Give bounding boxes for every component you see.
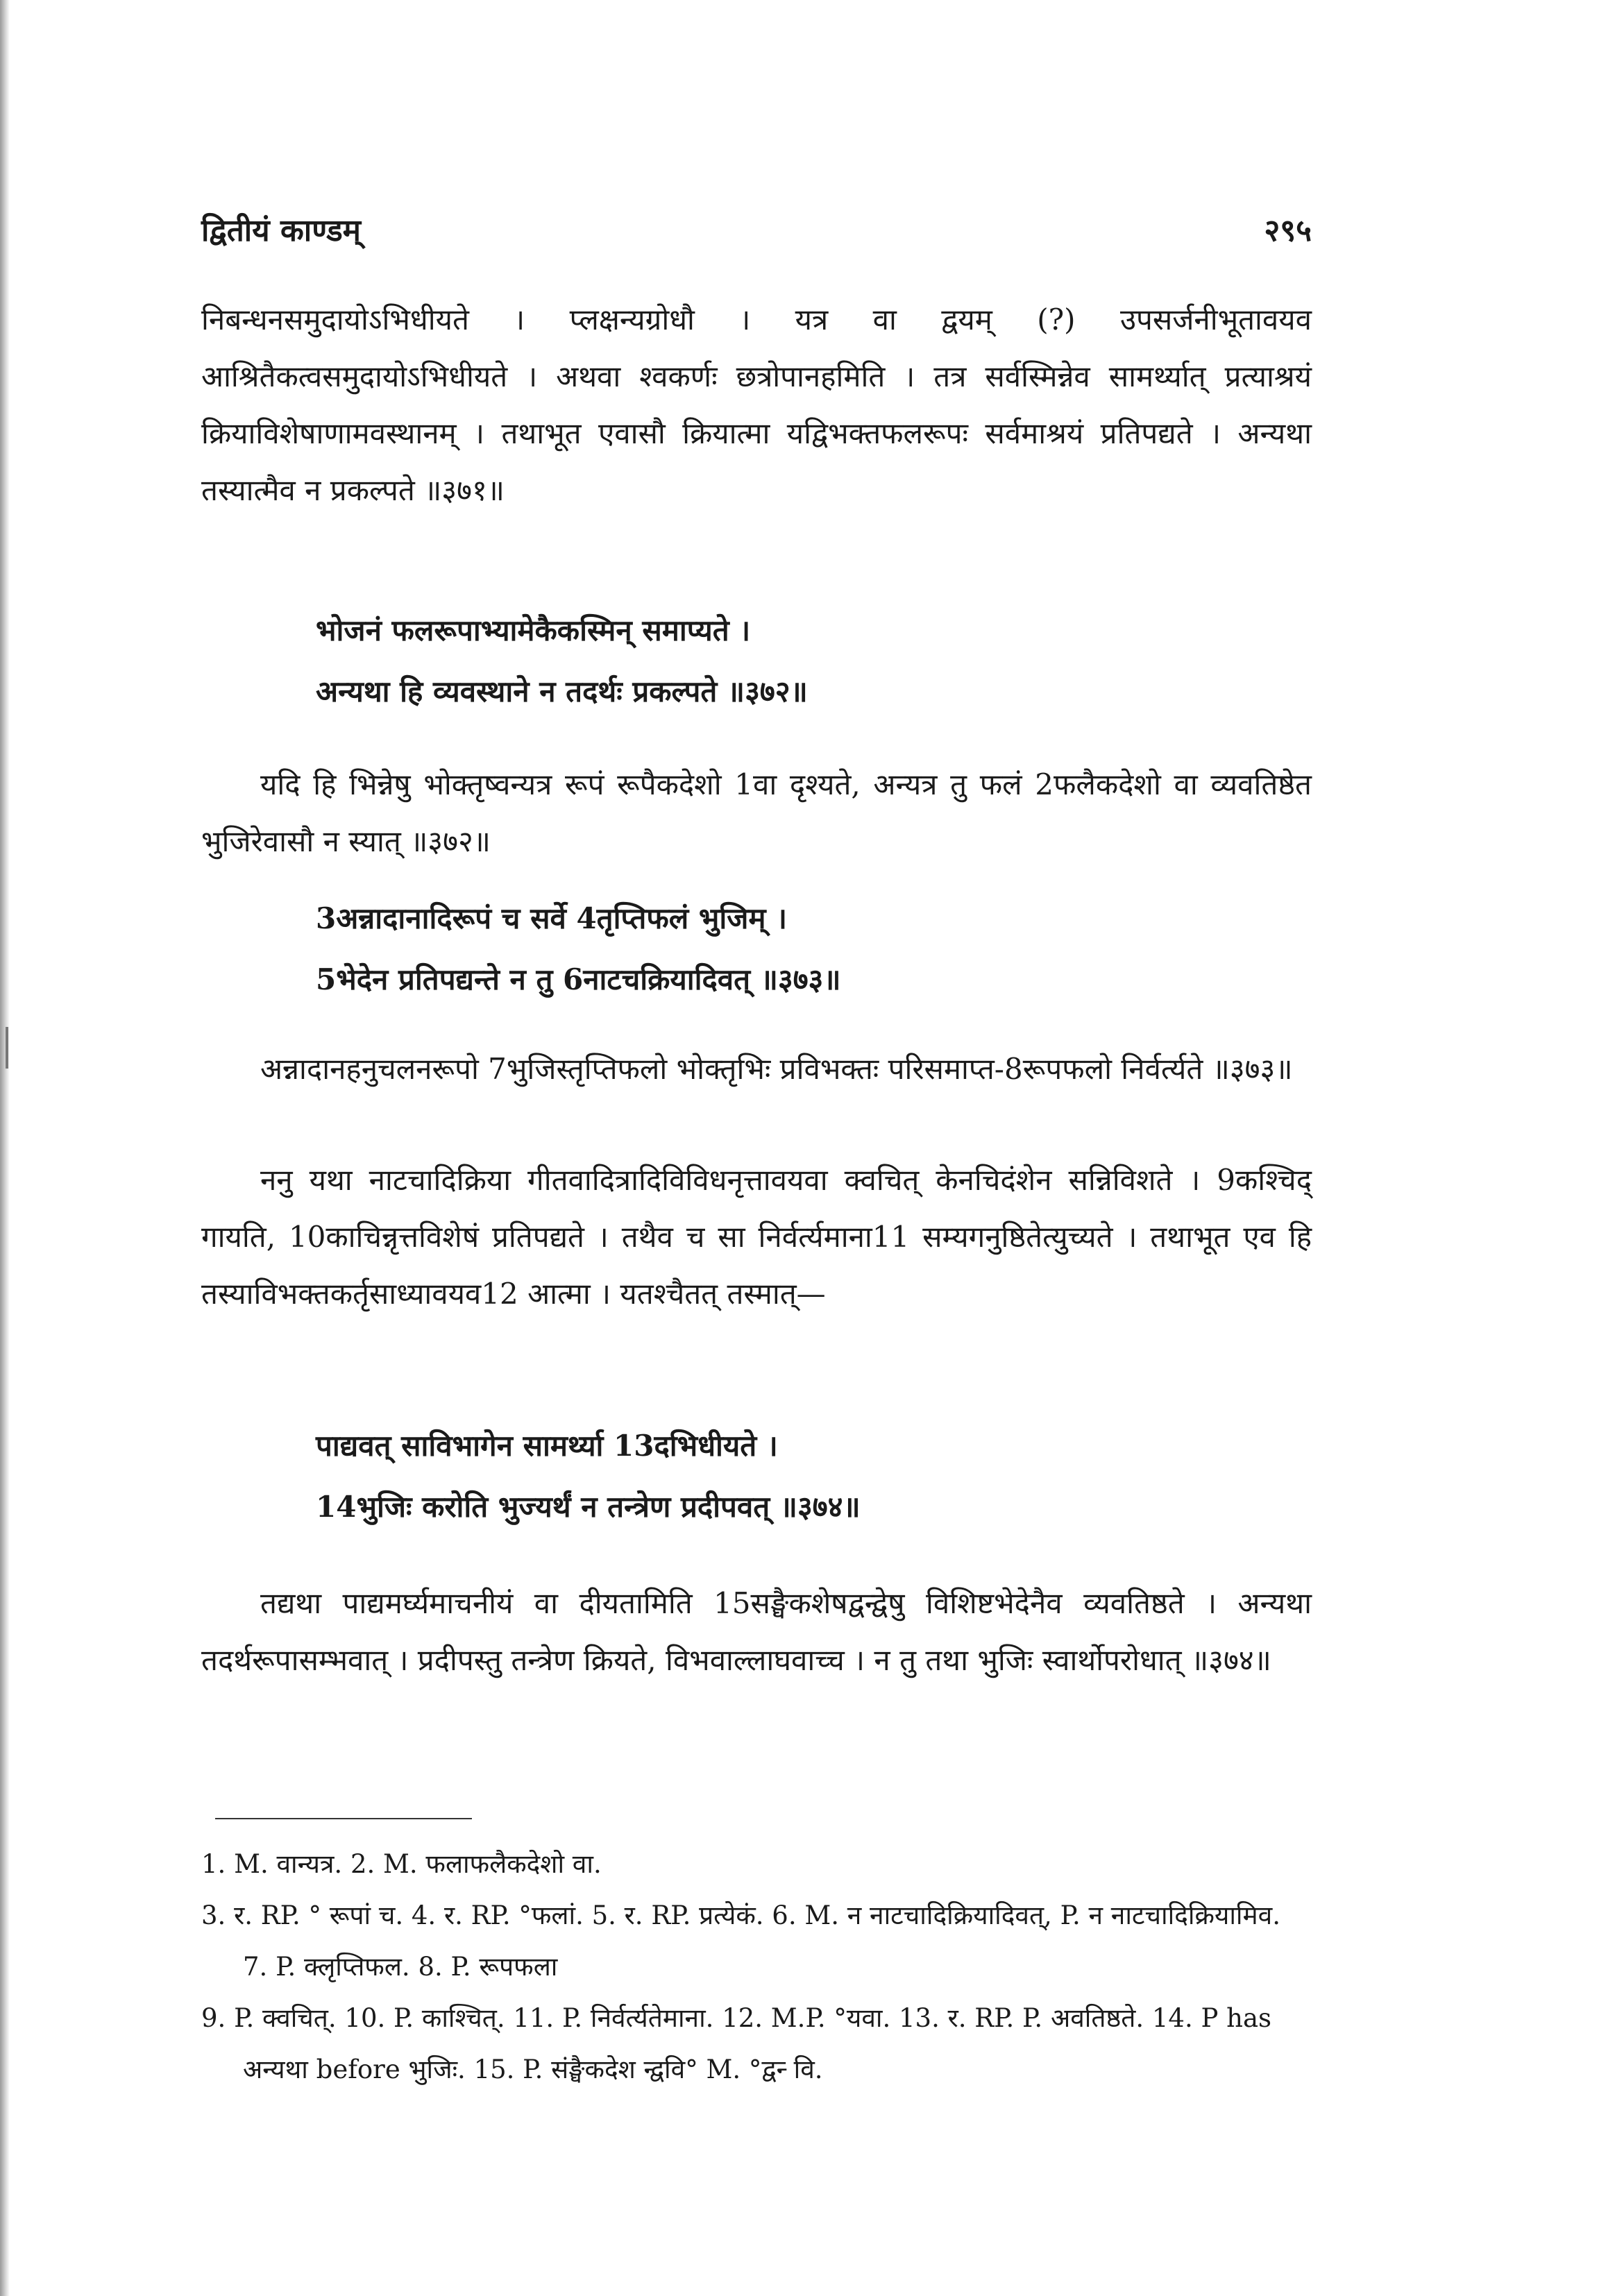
scan-edge — [0, 0, 10, 2296]
footnote: 1. M. वान्यत्र. 2. M. फलाफलैकदेशो वा. — [201, 1849, 602, 1879]
running-header — [201, 208, 1312, 257]
page-number: २९५ — [1264, 213, 1312, 248]
paragraph-374: तद्यथा पाद्यमर्घ्यमाचनीयं वा दीयतामिति 15सङ्घैकशेषद्वन्द्वेषु विशिष्टभेदेनैव व्यवतिष्ठते । अन्यथा तदर्थरूपासम्भवात् । प्रदीपस्तु तन्त्रेण क्रियते, विभवाल्लाघवाच्च । न तु तथा भुजिः स्वार्थोपरोधात् ॥३७४॥ — [201, 1586, 1312, 1677]
verse-line: अन्यथा हि व्यवस्थाने न तदर्थः प्रकल्पते ॥३७२॥ — [316, 674, 808, 708]
verse-line: 5भेदेन प्रतिपद्यन्ते न तु 6नाटचक्रियादिवत् ॥३७३॥ — [316, 962, 841, 996]
verse-line: भोजनं फलरूपाभ्यामेकैकस्मिन् समाप्यते । — [316, 613, 751, 647]
verse-374 — [316, 1415, 1239, 1538]
scan-mark — [6, 1027, 8, 1069]
verse-372 — [316, 600, 1239, 722]
paragraph-373: अन्नादानहनुचलनरूपो 7भुजिस्तृप्तिफलो भोक्तृभिः प्रविभक्तः परिसमाप्त-8रूपफलो निर्वर्त्यते ॥३७३॥ — [260, 1052, 1293, 1086]
verse-373 — [316, 888, 1239, 1010]
footnote: 3. र. RP. ° रूपां च. 4. र. RP. °फलां. 5. र. RP. प्रत्येकं. 6. M. न नाटचादिक्रियादिवत्, P. न नाटचादिक्रियामिव. 7. P. क्लृप्तिफल. 8. P. रूपफला — [201, 1900, 1280, 1982]
verse-line: 3अन्नादानादिरूपं च सर्वे 4तृप्तिफलं भुजिम् । — [316, 901, 788, 935]
footnote: 9. P. क्वचित्. 10. P. काश्चित्. 11. P. निर्वर्त्यतेमाना. 12. M.P. °यवा. 13. र. RP. P. अवतिष्ठते. 14. P has अन्यथा before भुजिः. 15. P. संङ्घैकदेश न्द्ववि° M. °द्वन्‍ वि. — [201, 2003, 1272, 2084]
paragraph-372: यदि हि भिन्नेषु भोक्तृष्वन्यत्र रूपं रूपैकदेशो 1वा दृश्यते, अन्यत्र तु फलं 2फलैकदेशो वा व्यवतिष्ठेत भुजिरेवासौ न स्यात् ॥३७२॥ — [201, 767, 1312, 858]
paragraph-371: निबन्धनसमुदायोऽभिधीयते । प्लक्षन्यग्रोधौ । यत्र वा द्वयम् (?) उपसर्जनीभूतावयव आश्रितैकत्वसमुदायोऽभिधीयते । अथवा श्वकर्णः छत्रोपानहमिति । तत्र सर्वस्मिन्नेव सामर्थ्यात् प्रत्याश्रयं क्रियाविशेषाणामवस्थानम् । तथाभूत एवासौ क्रियात्मा यद्विभक्तफलरूपः सर्वमाश्रयं प्रतिपद्यते । अन्यथा तस्यात्मैव न प्रकल्पते ॥३७१॥ — [201, 303, 1312, 507]
verse-line: पाद्यवत् साविभागेन सामर्थ्या 13दभिधीयते । — [316, 1429, 778, 1463]
footnote-rule — [215, 1818, 472, 1819]
header-title: द्वितीयं काण्डम् — [201, 213, 361, 248]
verse-line: 14भुजिः करोति भुज्यर्थं न तन्त्रेण प्रदीपवत् ॥३७४॥ — [316, 1490, 861, 1524]
footnotes — [201, 1839, 1312, 2095]
paragraph-objection: ननु यथा नाटचादिक्रिया गीतवादित्रादिविविधनृत्तावयवा क्वचित् केनचिदंशेन सन्निविशते । 9कश्चिद् गायति, 10काचिन्नृत्तविशेषं प्रतिपद्यते । तथैव च सा निर्वर्त्यमाना11 सम्यगनुष्ठितेत्युच्यते । तथाभूत एव हि तस्याविभक्तकर्तृसाध्यावयव12 आत्मा । यतश्चैतत् तस्मात्— — [201, 1163, 1312, 1311]
